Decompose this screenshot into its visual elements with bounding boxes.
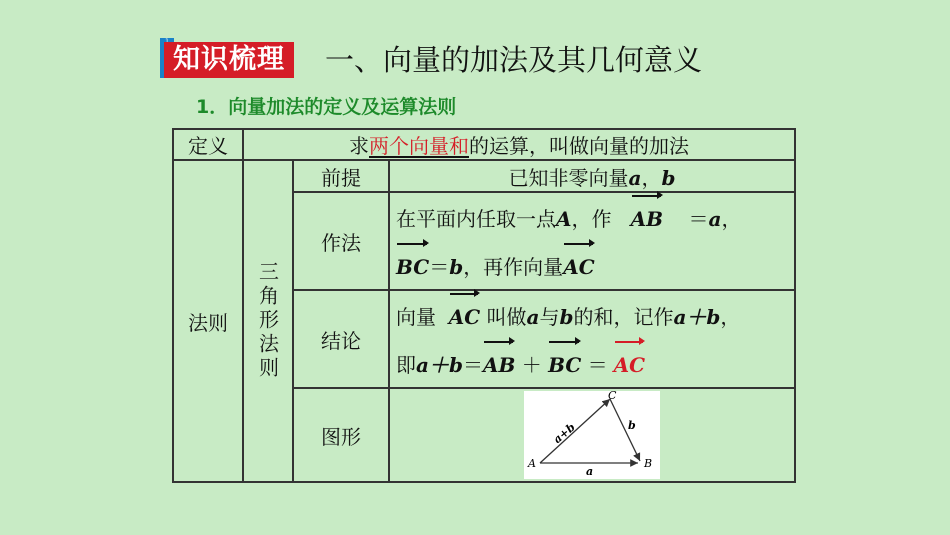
c2-pre: 即 xyxy=(396,353,416,377)
definition-text xyxy=(243,129,795,160)
m2-eq: ＝ xyxy=(429,255,450,279)
c2-plus: ＋ xyxy=(515,353,549,377)
c1-a: a xyxy=(526,305,540,329)
label-a: a xyxy=(586,465,594,478)
point-A: A xyxy=(528,457,536,470)
conclusion-line-2 xyxy=(396,339,794,387)
m2-vec: BC xyxy=(396,241,429,289)
label-a-plus-b: a+b xyxy=(550,420,578,447)
c2-sum: a＋b xyxy=(416,353,463,377)
c2-eq2: ＝ xyxy=(581,353,608,377)
point-B: B xyxy=(644,457,653,470)
method-line-1 xyxy=(396,193,794,241)
triangle-figure xyxy=(524,391,660,479)
triangle-rule-cell xyxy=(243,160,293,482)
rule-label: 法则 xyxy=(173,160,243,482)
method-text xyxy=(389,192,795,290)
premise-sep: ， xyxy=(641,165,662,190)
conclusion-text xyxy=(389,290,795,388)
point-C: C xyxy=(608,391,617,402)
section-badge: 知识梳理 xyxy=(160,42,294,78)
m2-b: b xyxy=(449,255,464,279)
m2-vec2: AC xyxy=(563,241,594,289)
c2-answer: AC xyxy=(614,339,645,387)
definition-label: 定义 xyxy=(173,129,243,160)
c1-vec: AC xyxy=(449,291,480,339)
m1-mid: ，作 xyxy=(571,207,612,231)
def-highlight: 两个向量和 xyxy=(369,134,469,158)
premise-text xyxy=(389,160,795,192)
conclusion-label: 结论 xyxy=(293,290,389,388)
premise-b: b xyxy=(661,165,676,190)
c1-sum: a＋b xyxy=(673,305,721,329)
c1-and: 与 xyxy=(539,305,560,329)
method-line-2 xyxy=(396,241,794,289)
premise-a: a xyxy=(628,165,642,190)
figure-label: 图形 xyxy=(293,388,389,482)
m1-A: A xyxy=(556,207,572,231)
c1-b: b xyxy=(559,305,574,329)
premise-pre: 已知非零向量 xyxy=(508,165,629,190)
page-title: 一、向量的加法及其几何意义 xyxy=(325,43,703,77)
c2-vec1: AB xyxy=(483,339,515,387)
subheading: 1．向量加法的定义及运算法则 xyxy=(196,96,457,118)
c2-vec2: BC xyxy=(548,339,581,387)
c1-mid: 叫做 xyxy=(480,305,527,329)
c1-end: ， xyxy=(720,305,741,329)
triangle-rule-label: 三角形法则 xyxy=(255,261,280,381)
figure-cell xyxy=(389,388,795,482)
premise-label: 前提 xyxy=(293,160,389,192)
method-label: 作法 xyxy=(293,192,389,290)
c2-eq: ＝ xyxy=(462,353,483,377)
def-pre: 求 xyxy=(349,134,369,158)
c1-pre: 向量 xyxy=(396,305,436,329)
c1-post: 的和，记作 xyxy=(573,305,674,329)
m1-vec: AB xyxy=(631,193,663,241)
conclusion-line-1 xyxy=(396,291,794,339)
m1-a: a xyxy=(708,207,722,231)
m1-pre: 在平面内任取一点 xyxy=(396,207,556,231)
label-b: b xyxy=(628,419,636,432)
m2-mid: ，再作向量 xyxy=(463,255,564,279)
rules-table xyxy=(172,128,796,483)
m1-end: ， xyxy=(721,207,742,231)
answer-blank xyxy=(608,353,651,377)
m1-eq: ＝ xyxy=(682,207,709,231)
def-post: 的运算，叫做向量的加法 xyxy=(469,134,689,158)
